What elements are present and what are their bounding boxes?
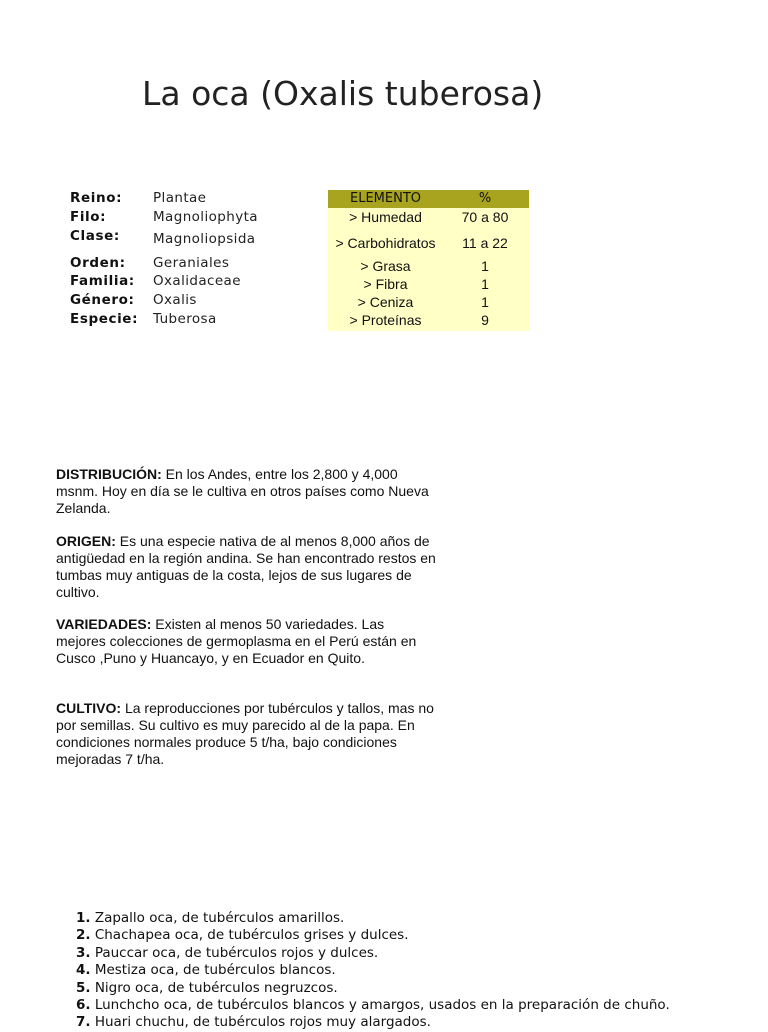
varieties-list <box>76 910 670 1032</box>
list-item <box>76 945 670 962</box>
list-item-number: 4. <box>76 962 91 979</box>
section-label: DISTRIBUCIÓN: <box>56 466 162 482</box>
taxonomy-label: Clase: <box>70 228 120 244</box>
nutrition-element: > Proteínas <box>349 312 422 328</box>
taxonomy-value: Geraniales <box>153 255 230 271</box>
taxonomy-label: Reino: <box>70 190 123 206</box>
nutrition-value: 1 <box>481 258 489 274</box>
taxonomy-value: Plantae <box>153 190 207 206</box>
section-cultivo <box>56 700 436 768</box>
list-item <box>76 980 670 997</box>
section-text: La reproducciones por tubérculos y tallos, mas no por semillas. Su cultivo es muy parecido al de la papa. En condiciones normales produce 5 t/ha, bajo condiciones mejoradas 7 t/ha. <box>56 700 434 767</box>
header-element: ELEMENTO <box>350 191 421 206</box>
section-variedades <box>56 616 436 667</box>
taxonomy-label: Género: <box>70 292 135 308</box>
nutrition-table <box>328 190 529 331</box>
section-text: En los Andes, entre los 2,800 y 4,000 msnm. Hoy en día se le cultiva en otros países como Nueva Zelanda. <box>56 466 429 516</box>
nutrition-table-header <box>328 190 529 208</box>
section-origen <box>56 533 436 601</box>
taxonomy-value: Tuberosa <box>153 311 217 327</box>
taxonomy-value: Oxalis <box>153 292 197 308</box>
list-item <box>76 927 670 944</box>
list-item-number: 5. <box>76 979 91 996</box>
page-title: La oca (Oxalis tuberosa) <box>142 74 544 113</box>
taxonomy-label: Filo: <box>70 209 107 225</box>
taxonomy-label: Especie: <box>70 311 139 327</box>
taxonomy-label: Orden: <box>70 255 126 271</box>
nutrition-element: > Ceniza <box>357 294 414 310</box>
list-item-text: Huari chuchu, de tubérculos rojos muy alargados. <box>90 1014 431 1031</box>
nutrition-value: 70 a 80 <box>461 209 509 225</box>
list-item-number: 1. <box>76 910 91 926</box>
list-item-number: 6. <box>76 997 91 1014</box>
list-item-text: Mestiza oca, de tubérculos blancos. <box>90 962 336 979</box>
header-percent: % <box>478 191 492 206</box>
list-item-text: Lunchcho oca, de tubérculos blancos y amargos, usados en la preparación de chuño. <box>90 997 670 1014</box>
taxonomy-label: Familia: <box>70 273 135 289</box>
nutrition-element: > Grasa <box>360 258 411 274</box>
nutrition-value: 1 <box>481 294 489 310</box>
list-item <box>76 962 670 979</box>
list-item-text: Chachapea oca, de tubérculos grises y dulces. <box>90 927 409 944</box>
section-label: CULTIVO: <box>56 700 122 716</box>
list-item-number: 2. <box>76 927 91 944</box>
section-label: ORIGEN: <box>56 533 116 549</box>
section-text: Es una especie nativa de al menos 8,000 años de antigüedad en la región andina. Se han encontrado restos en tumbas muy antiguas de la costa, lejos de sus lugares de cultivo. <box>56 533 436 600</box>
section-label: VARIEDADES: <box>56 616 152 632</box>
nutrition-element: > Carbohidratos <box>335 235 436 251</box>
list-item-number: 7. <box>76 1014 91 1031</box>
nutrition-value: 9 <box>481 312 489 328</box>
taxonomy-value: Magnoliopsida <box>153 231 256 247</box>
section-text: Existen al menos 50 variedades. Las mejores colecciones de germoplasma en el Perú están en Cusco ,Puno y Huancayo, y en Ecuador en Quito. <box>56 616 417 666</box>
section-distribucion <box>56 466 436 517</box>
list-item <box>76 910 670 927</box>
taxonomy-value: Magnoliophyta <box>153 209 258 225</box>
list-item-text: Pauccar oca, de tubérculos rojos y dulces. <box>90 944 379 961</box>
nutrition-element: > Humedad <box>349 209 422 225</box>
taxonomy-value: Oxalidaceae <box>153 273 241 289</box>
list-item-number: 3. <box>76 944 91 961</box>
nutrition-value: 11 a 22 <box>462 235 508 251</box>
nutrition-value: 1 <box>481 276 489 292</box>
list-item-text: Zapallo oca, de tubérculos amarillos. <box>90 910 345 926</box>
list-item-text: Nigro oca, de tubérculos negruzcos. <box>90 979 338 996</box>
nutrition-element: > Fibra <box>363 276 408 292</box>
list-item <box>76 997 670 1014</box>
list-item <box>76 1014 670 1031</box>
